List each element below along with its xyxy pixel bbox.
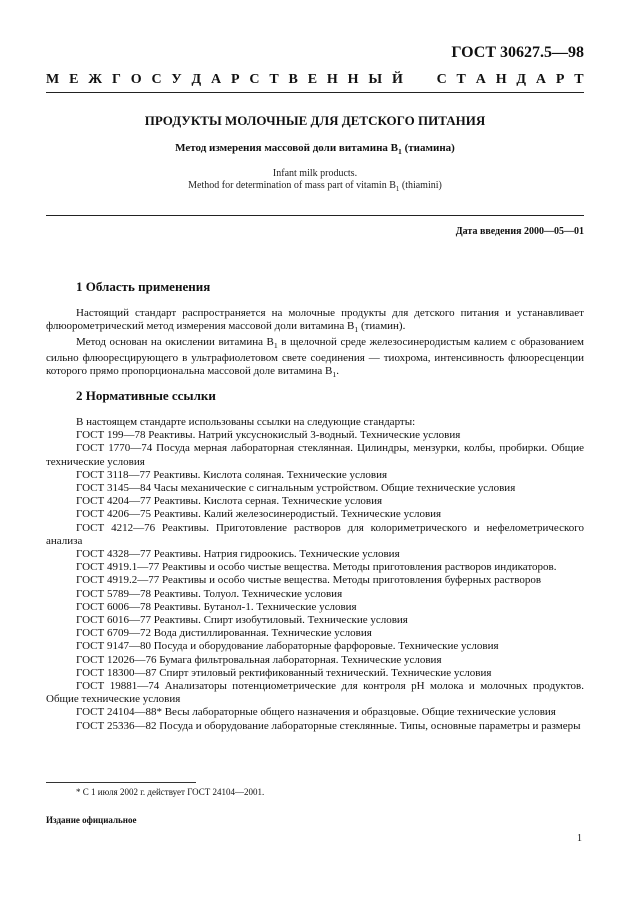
banner-letter: Й [391, 72, 403, 87]
banner-rule-top [46, 92, 584, 93]
footnote: * С 1 июля 2002 г. действует ГОСТ 24104—2001. [76, 787, 265, 797]
banner-letter: Т [269, 72, 279, 87]
banner-letter: А [211, 72, 222, 87]
document-id: ГОСТ 30627.5—98 [451, 44, 584, 61]
reference-item: ГОСТ 4328—77 Реактивы. Натрия гидроокись. Технические условия [76, 548, 400, 561]
document-subtitle: Метод измерения массовой доли витамина $B_1$ (тиамина) [175, 142, 455, 157]
banner-letter: Н [347, 72, 359, 87]
edition-label: Издание официальное [46, 815, 137, 825]
english-title: Infant milk products. Method for determination of mass part of vitamin $B_1$ (thiamini) [188, 168, 442, 193]
banner-letter: Т [456, 72, 466, 87]
reference-item: ГОСТ 4212—76 Реактивы. Приготовление растворов для колориметрического и нефелометрического анализа [46, 521, 584, 547]
reference-item: ГОСТ 6709—72 Вода дистиллированная. Технические условия [76, 627, 372, 640]
introduction-date: Дата введения 2000—05—01 [455, 226, 584, 237]
banner-letter: В [288, 72, 298, 87]
footnote-rule [46, 782, 196, 783]
banner-letter: У [171, 72, 182, 87]
banner-letter: Д [516, 72, 527, 87]
reference-item: ГОСТ 6006—78 Реактивы. Бутанол-1. Технические условия [76, 600, 357, 613]
section-1-heading: 1 Область применения [76, 279, 211, 294]
reference-item: ГОСТ 5789—78 Реактивы. Толуол. Технические условия [76, 587, 343, 600]
reference-item: ГОСТ 3118—77 Реактивы. Кислота соляная. Технические условия [76, 468, 388, 481]
normative-references-list [46, 416, 584, 733]
banner-letter: М [46, 72, 60, 87]
reference-item: ГОСТ 9147—80 Посуда и оборудование лабораторные фарфоровые. Технические условия [76, 640, 499, 653]
reference-item: ГОСТ 199—78 Реактивы. Натрий уксуснокислый 3-водный. Технические условия [76, 429, 461, 442]
reference-item: ГОСТ 24104—88* Весы лабораторные общего назначения и образцовые. Общие технические условия [76, 706, 556, 719]
section-2-heading: 2 Нормативные ссылки [76, 388, 216, 403]
banner-letter: С [436, 72, 447, 87]
banner-letter: Е [69, 72, 79, 87]
reference-item: ГОСТ 6016—77 Реактивы. Спирт изобутиловый. Технические условия [76, 614, 408, 627]
page-number: 1 [577, 833, 582, 844]
reference-item: ГОСТ 12026—76 Бумага фильтровальная лабораторная. Технические условия [76, 653, 442, 666]
banner-letter: Г [111, 72, 121, 87]
reference-item: ГОСТ 19881—74 Анализаторы потенциометрические для контроля pH молока и молочных продуктов. Общие технические условия [46, 680, 584, 706]
title-block-rule [46, 215, 584, 216]
banner-letter: Д [191, 72, 202, 87]
banner-letter: Р [230, 72, 240, 87]
reference-item: ГОСТ 4204—77 Реактивы. Кислота серная. Технические условия [76, 495, 383, 508]
banner-letter: А [535, 72, 547, 87]
banner-letter: С [249, 72, 260, 87]
banner-letter: Е [307, 72, 318, 87]
reference-item: ГОСТ 3145—84 Часы механические с сигнальным устройством. Общие технические условия [76, 482, 516, 495]
document-title: ПРОДУКТЫ МОЛОЧНЫЕ ДЛЯ ДЕТСКОГО ПИТАНИЯ [144, 113, 486, 128]
reference-item: ГОСТ 1770—74 Посуда мерная лабораторная стеклянная. Цилиндры, мензурки, колбы, пробирки. Общие технические условия [46, 442, 584, 468]
reference-item: ГОСТ 4919.2—77 Реактивы и особо чистые вещества. Методы приготовления буферных растворов [76, 574, 542, 587]
standard-banner [46, 72, 584, 88]
reference-item: ГОСТ 18300—87 Спирт этиловый ректификованный технический. Технические условия [76, 666, 492, 679]
banner-letter: Ж [88, 72, 103, 87]
banner-letter: А [475, 72, 486, 87]
references-intro: В настоящем стандарте использованы ссылки на следующие стандарты: [76, 416, 416, 428]
banner-gap [413, 72, 427, 88]
section-1-body: Настоящий стандарт распространяется на молочные продукты для детского питания и устанавливает флюорометрический метод измерения массовой доли витамина $B_1$ (тиамин). Метод основан на окислении витамина $B_1$ в щелочной среде железосинеродистым калием с образованием сильно флюоресцирующего в ультрафиолетовом свете соединения — тиохрома, интенсивность флюоресценции которого прямо пропорциональна массовой доле витамина $B_1$. [46, 307, 585, 380]
banner-letter: Н [495, 72, 507, 87]
banner-letter: О [130, 72, 142, 87]
reference-item: ГОСТ 25336—82 Посуда и оборудование лабораторные стеклянные. Типы, основные параметры и размеры [76, 719, 581, 732]
banner-letter: Н [326, 72, 338, 87]
banner-letter: Р [555, 72, 565, 87]
reference-item: ГОСТ 4919.1—77 Реактивы и особо чистые вещества. Методы приготовления растворов индикаторов. [76, 561, 557, 574]
banner-letter: С [151, 72, 162, 87]
banner-letter: Ы [368, 72, 383, 87]
banner-letter: Т [574, 72, 584, 87]
reference-item: ГОСТ 4206—75 Реактивы. Калий железосинеродистый. Технические условия [76, 508, 442, 521]
